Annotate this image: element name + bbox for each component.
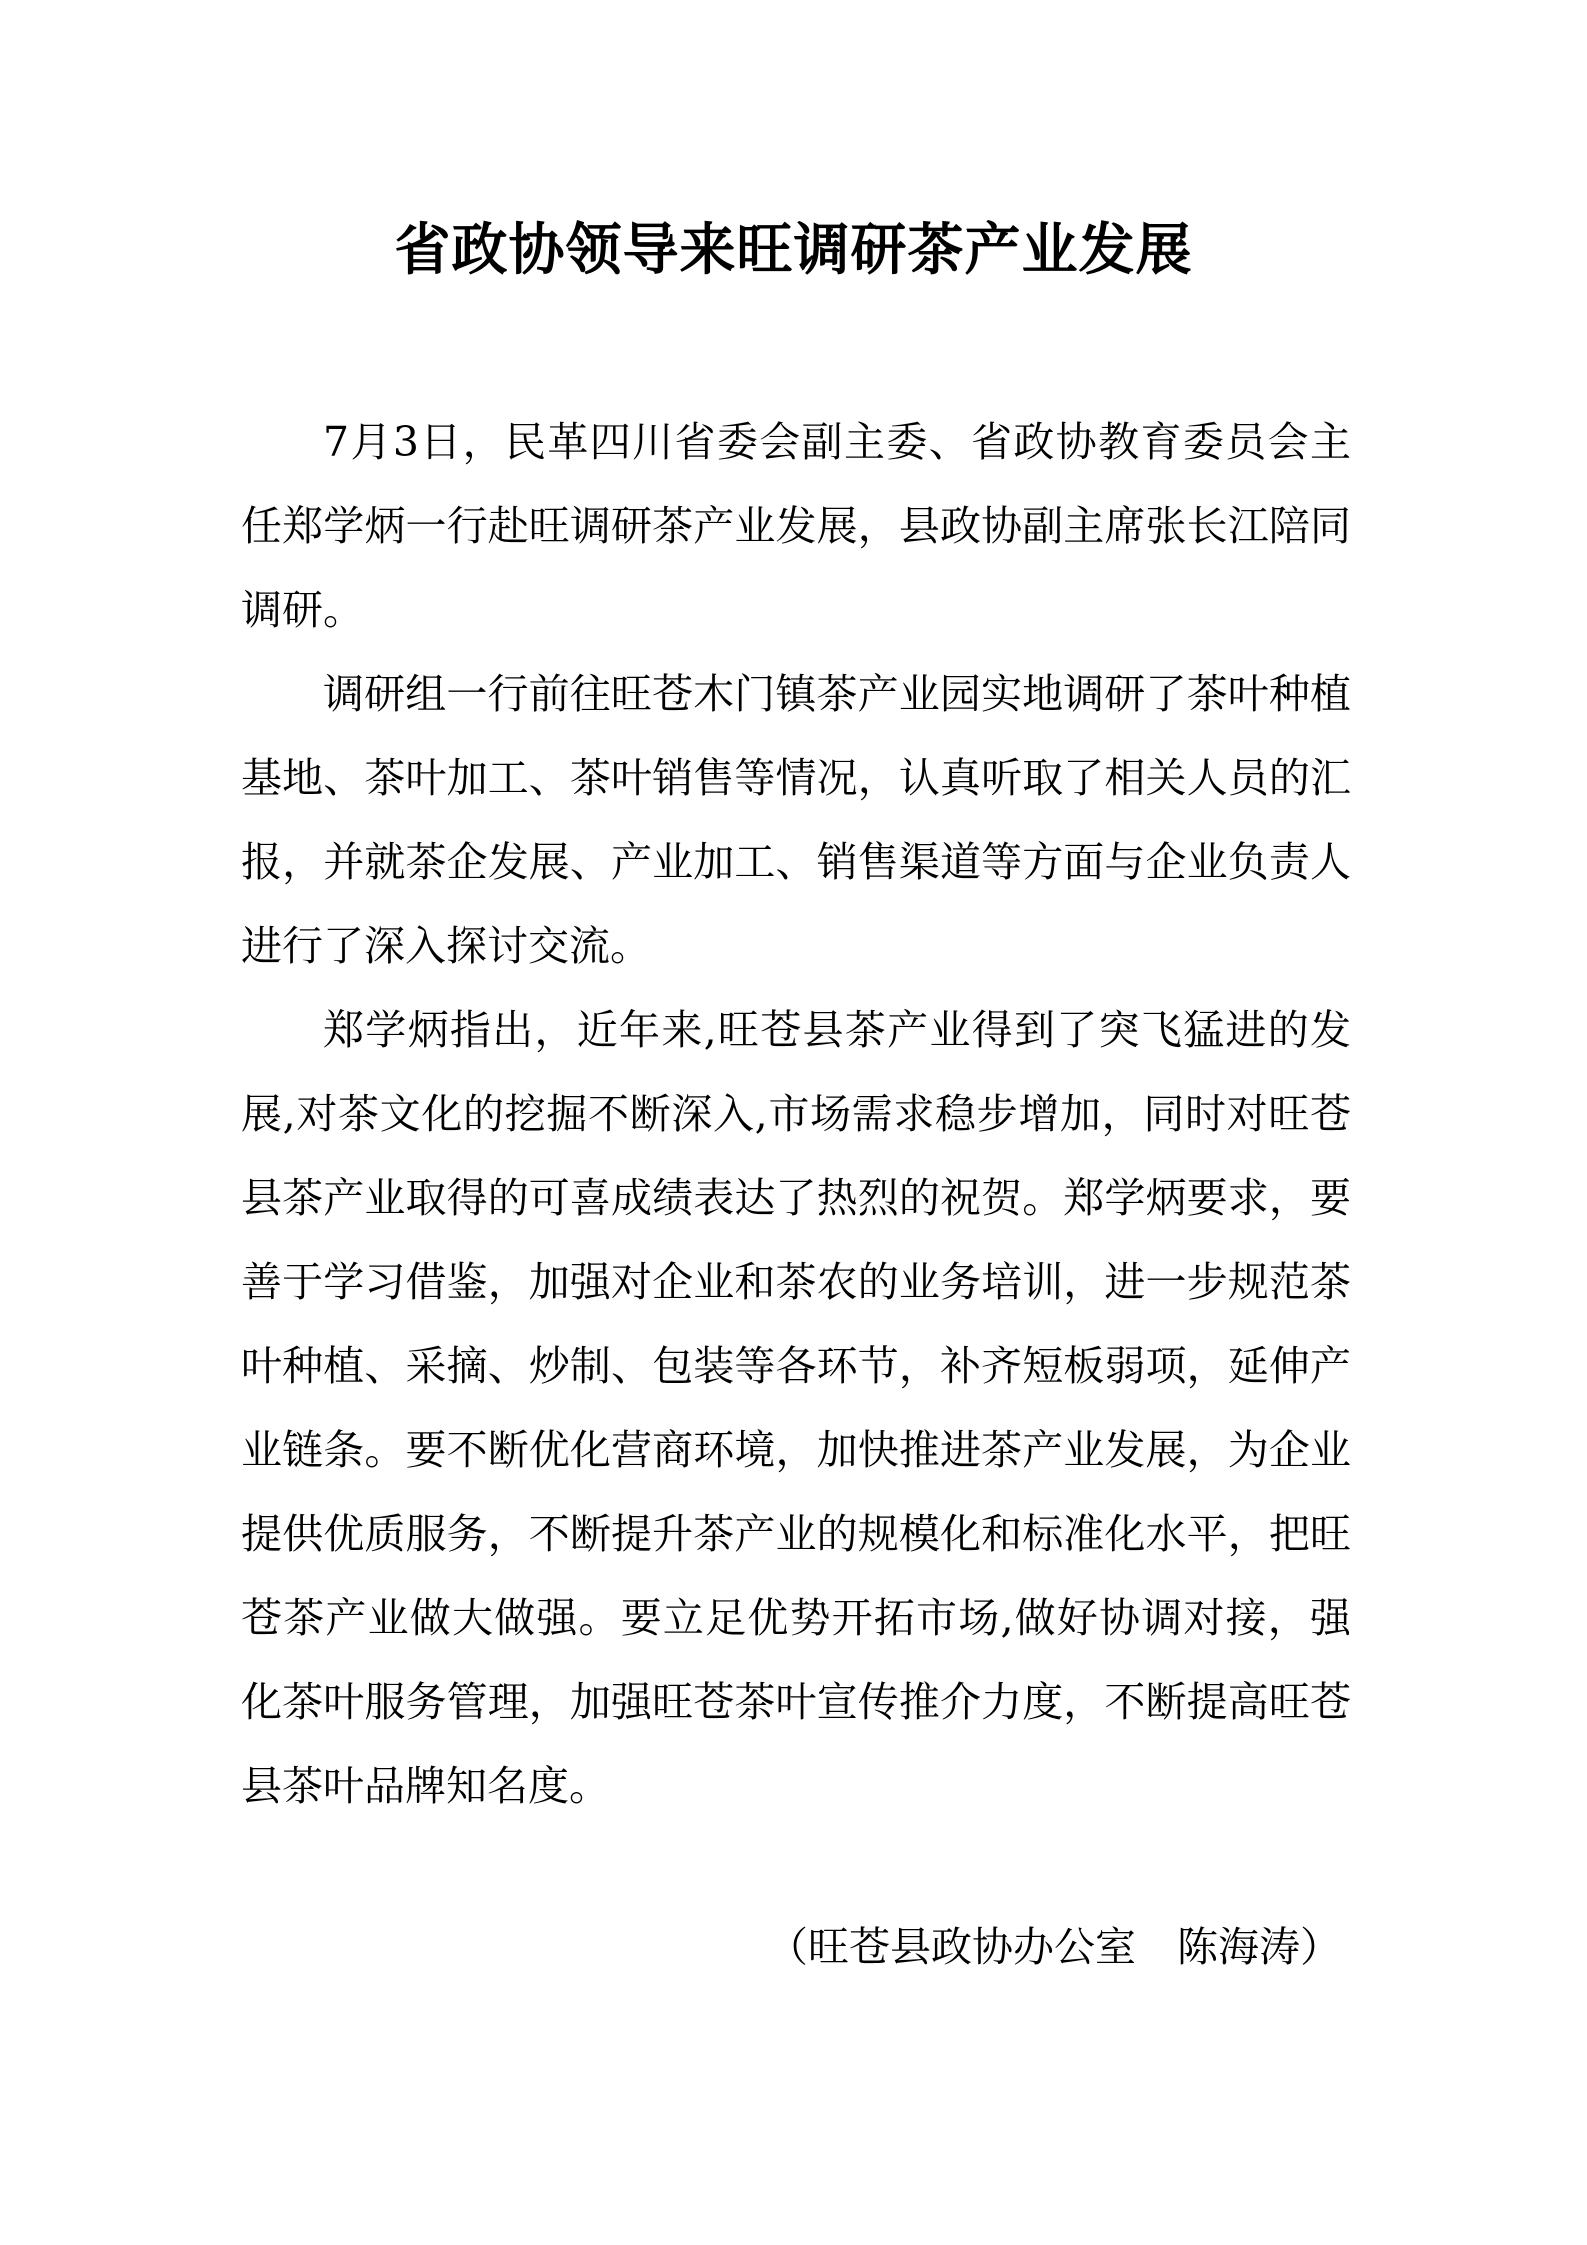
paragraph-3: 郑学炳指出，近年来,旺苍县茶产业得到了突飞猛进的发展,对茶文化的挖掘不断深入,市场需求稳步增加，同时对旺苍县茶产业取得的可喜成绩表达了热烈的祝贺。郑学炳要求，要善于学习借鉴，加强对企业和茶农的业务培训，进一步规范茶叶种植、采摘、炒制、包装等各环节，补齐短板弱项，延伸产业链条。要不断优化营商环境，加快推进茶产业发展，为企业提供优质服务，不断提升茶产业的规模化和标准化水平，把旺苍茶产业做大做强。要立足优势开拓市场,做好协调对接，强化茶叶服务管理，加强旺苍茶叶宣传推介力度，不断提高旺苍县茶叶品牌知名度。: [241, 1006, 1351, 1810]
document-title: 省政协领导来旺调研茶产业发展: [394, 217, 1193, 283]
paragraph-1: 7月3日，民革四川省委会副主委、省政协教育委员会主任郑学炳一行赴旺调研茶产业发展，县政协副主席张长江陪同调研。: [241, 418, 1351, 634]
document-signature: （旺苍县政协办公室 陈海涛）: [767, 1923, 1341, 1971]
document-body: [241, 400, 1351, 1828]
paragraph-2: 调研组一行前往旺苍木门镇茶产业园实地调研了茶叶种植基地、茶叶加工、茶叶销售等情况，认真听取了相关人员的汇报，并就茶企发展、产业加工、销售渠道等方面与企业负责人进行了深入探讨交流。: [241, 670, 1351, 970]
